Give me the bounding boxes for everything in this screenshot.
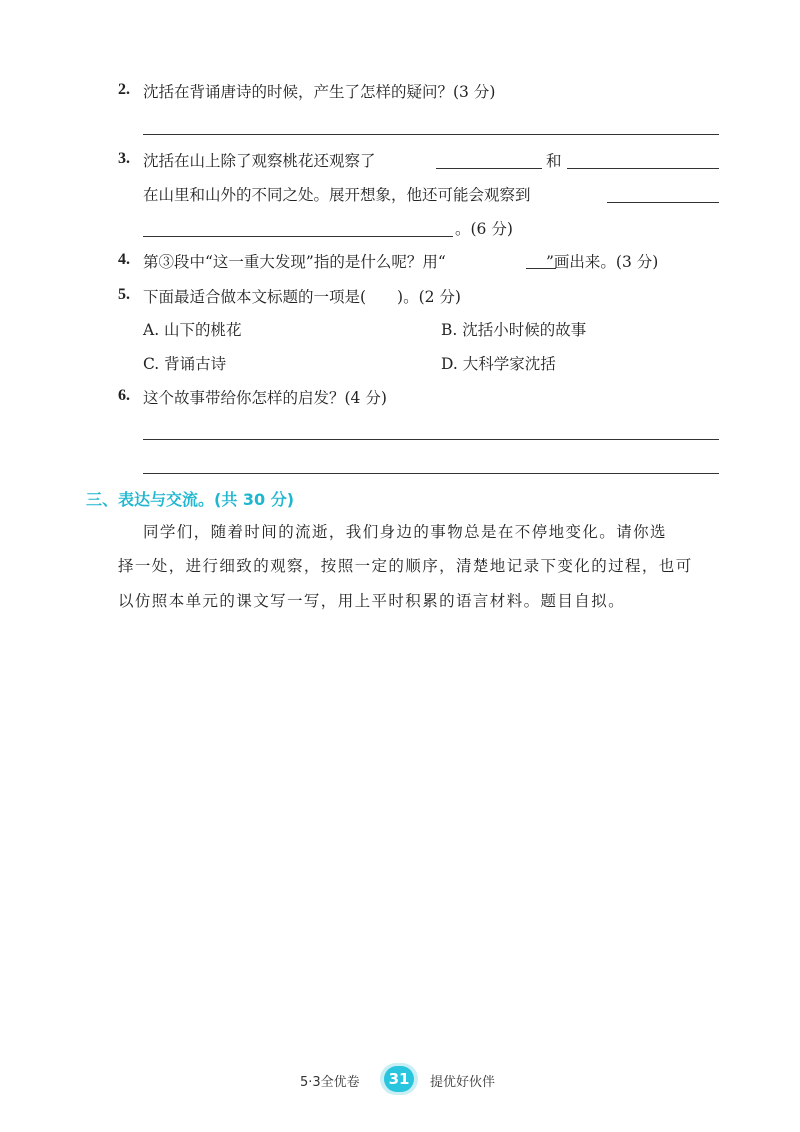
page-number-badge: 31 [384,1066,414,1092]
q3-text-line2: 在山里和山外的不同之处。展开想象，他还可能会观察到 [143,186,531,204]
section3-para-line-1: 同学们，随着时间的流逝，我们身边的事物总是在不停地变化。请你选 [143,523,667,541]
q6-answer-line-1[interactable] [143,439,719,440]
q4-number: 4. [118,251,130,268]
footer-slogan: 提优好伙伴 [430,1075,496,1090]
q3-blank-2[interactable] [567,168,719,169]
q2-answer-line[interactable] [143,134,719,135]
q3-blank-3[interactable] [607,202,719,203]
footer-series-name: 5·3全优卷 [300,1075,360,1090]
q5-option-c[interactable]: C. 背诵古诗 [143,355,227,373]
q4-text: 第③段中“这一重大发现”指的是什么呢？用“ [143,253,446,271]
q6-number: 6. [118,387,130,404]
q3-text-part1: 沈括在山上除了观察桃花还观察了 [143,152,376,170]
section3-para-line-3: 以仿照本单元的课文写一写，用上平时积累的语言材料。题目自拟。 [118,592,626,610]
q3-blank-4[interactable] [143,236,453,237]
q5-text: 下面最适合做本文标题的一项是( )。(2 分) [143,288,461,306]
q6-answer-line-2[interactable] [143,473,719,474]
q2-text: 沈括在背诵唐诗的时候，产生了怎样的疑问？(3 分) [143,83,496,101]
q5-number: 5. [118,286,130,303]
q3-blank-1[interactable] [436,168,542,169]
q2-number: 2. [118,81,130,98]
q5-option-d[interactable]: D. 大科学家沈括 [441,355,556,373]
q6-text: 这个故事带给你怎样的启发？(4 分) [143,389,387,407]
q5-option-b[interactable]: B. 沈括小时候的故事 [441,321,587,339]
q3-text-end: 。(6 分) [455,220,513,238]
q3-number: 3. [118,150,130,167]
q4-text-after: ”画出来。(3 分) [546,253,659,271]
section3-title: 三、表达与交流。(共 30 分) [86,490,295,509]
q3-text-and: 和 [546,152,562,170]
q5-option-a[interactable]: A. 山下的桃花 [143,321,242,339]
section3-para-line-2: 择一处，进行细致的观察，按照一定的顺序，清楚地记录下变化的过程，也可 [118,557,693,575]
